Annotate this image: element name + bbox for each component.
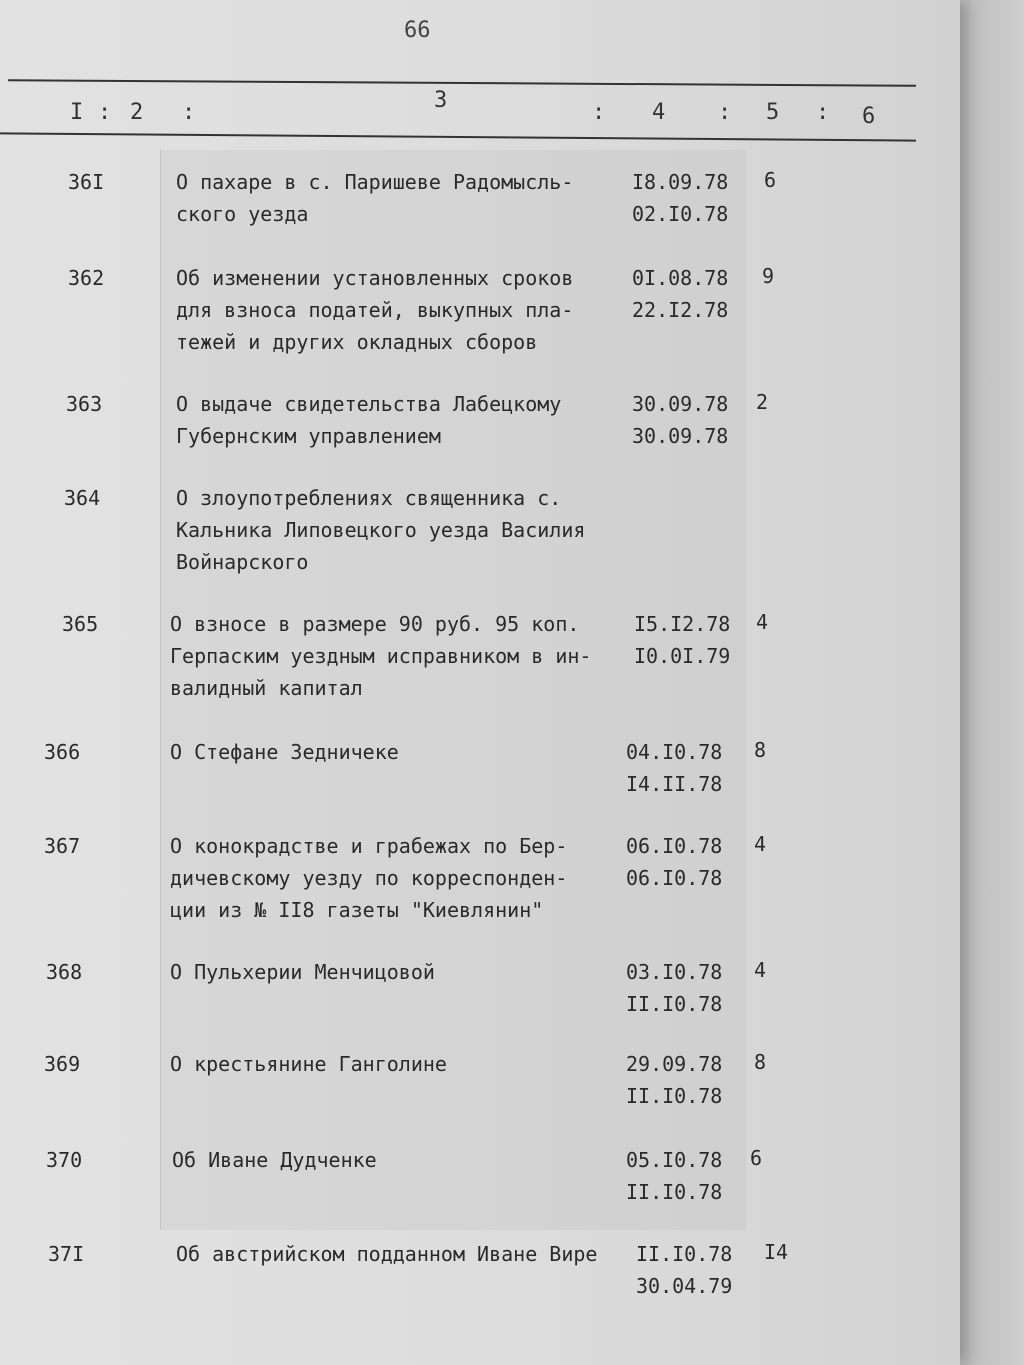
row-number: 369	[44, 1052, 81, 1076]
row-title	[170, 956, 435, 988]
row-sheets: 2	[756, 390, 769, 414]
title-line: О Пульхерии Менчицовой	[170, 960, 435, 984]
title-line: тежей и других окладных сборов	[176, 330, 538, 354]
row-number: 362	[68, 266, 105, 290]
row-title	[170, 1048, 447, 1080]
row-sheets: 4	[756, 610, 769, 634]
title-line: ского уезда	[176, 202, 309, 226]
row-title	[172, 1144, 377, 1176]
title-line: Об изменении установленных сроков	[176, 266, 574, 290]
row-dates	[626, 736, 722, 800]
page-number: 66	[404, 18, 431, 43]
title-line: валидный капитал	[170, 676, 363, 700]
title-line: О выдаче свидетельства Лабецкому	[176, 392, 562, 416]
header-separator: :	[182, 100, 196, 125]
header-separator: :	[592, 100, 606, 125]
title-line: для взноса податей, выкупных пла-	[176, 298, 574, 322]
header-col-2: 2	[130, 100, 144, 125]
row-number: 370	[46, 1148, 83, 1172]
row-title	[176, 1238, 597, 1270]
header-col-5: 5	[766, 100, 780, 125]
date-end: 06.I0.78	[626, 866, 723, 890]
title-line: О злоупотреблениях священника с.	[176, 486, 562, 510]
title-line: Герпаским уездным исправником в ин-	[170, 644, 592, 668]
title-line: О пахаре в с. Паришеве Радомысль-	[176, 170, 574, 194]
row-dates	[626, 956, 722, 1020]
title-line: О взносе в размере 90 руб. 95 коп.	[170, 612, 580, 636]
row-dates	[626, 1048, 722, 1112]
date-start: 05.I0.78	[626, 1148, 723, 1172]
row-number: 363	[66, 392, 103, 416]
title-line: Об австрийском подданном Иване Вире	[176, 1242, 598, 1266]
row-sheets: 8	[754, 1050, 767, 1074]
header-col-1: I	[70, 100, 84, 125]
row-dates	[632, 388, 728, 452]
row-title	[170, 608, 591, 704]
row-title	[170, 736, 399, 768]
date-start: 03.I0.78	[626, 960, 723, 984]
date-end: 30.09.78	[632, 424, 729, 448]
date-start: I8.09.78	[632, 170, 729, 194]
header-separator: :	[816, 100, 830, 125]
date-start: 30.09.78	[632, 392, 729, 416]
date-end: II.I0.78	[626, 992, 723, 1016]
row-number: 36I	[68, 170, 105, 194]
date-start: 04.I0.78	[626, 740, 723, 764]
row-number: 368	[46, 960, 83, 984]
row-title	[176, 388, 561, 452]
date-end: II.I0.78	[626, 1084, 723, 1108]
row-dates	[634, 608, 730, 672]
date-end: II.I0.78	[626, 1180, 723, 1204]
row-title	[170, 830, 567, 926]
date-end: I0.0I.79	[634, 644, 731, 668]
date-start: I5.I2.78	[634, 612, 731, 636]
row-sheets: 6	[750, 1146, 763, 1170]
row-title	[176, 166, 573, 230]
row-title	[176, 482, 585, 578]
row-number: 365	[62, 612, 99, 636]
title-line: дичевскому уезду по корреспонден-	[170, 866, 568, 890]
row-number: 366	[44, 740, 81, 764]
title-line: Войнарского	[176, 550, 309, 574]
date-start: 0I.08.78	[632, 266, 729, 290]
row-dates	[626, 830, 722, 894]
title-line: Губернским управлением	[176, 424, 441, 448]
row-sheets: I4	[764, 1240, 789, 1264]
header-col-3: 3	[434, 88, 448, 113]
row-number: 367	[44, 834, 81, 858]
header-col-4: 4	[652, 100, 666, 125]
date-end: 22.I2.78	[632, 298, 729, 322]
date-end: 30.04.79	[636, 1274, 733, 1298]
header-rule-top	[8, 79, 916, 87]
row-sheets: 8	[754, 738, 767, 762]
row-sheets: 4	[754, 958, 767, 982]
title-line: О Стефане Зедничеке	[170, 740, 399, 764]
header-separator: :	[98, 100, 112, 125]
date-start: II.I0.78	[636, 1242, 733, 1266]
title-line: О крестьянине Ганголине	[170, 1052, 447, 1076]
date-end: 02.I0.78	[632, 202, 729, 226]
row-number: 37I	[48, 1242, 85, 1266]
date-start: 06.I0.78	[626, 834, 723, 858]
row-number: 364	[64, 486, 101, 510]
row-sheets: 9	[762, 264, 775, 288]
row-dates	[632, 262, 728, 326]
title-line: Кальника Липовецкого уезда Василия	[176, 518, 586, 542]
row-sheets: 4	[754, 832, 767, 856]
row-dates	[626, 1144, 722, 1208]
header-rule-bottom	[0, 132, 916, 141]
title-line: О конокрадстве и грабежах по Бер-	[170, 834, 568, 858]
date-end: I4.II.78	[626, 772, 723, 796]
row-title	[176, 262, 573, 358]
header-col-6: 6	[862, 104, 876, 129]
title-line: ции из № II8 газеты "Киевлянин"	[170, 898, 544, 922]
row-sheets: 6	[764, 168, 777, 192]
header-separator: :	[718, 100, 732, 125]
date-start: 29.09.78	[626, 1052, 723, 1076]
title-line: Об Иване Дудченке	[172, 1148, 377, 1172]
row-dates	[636, 1238, 732, 1302]
row-dates	[632, 166, 728, 230]
